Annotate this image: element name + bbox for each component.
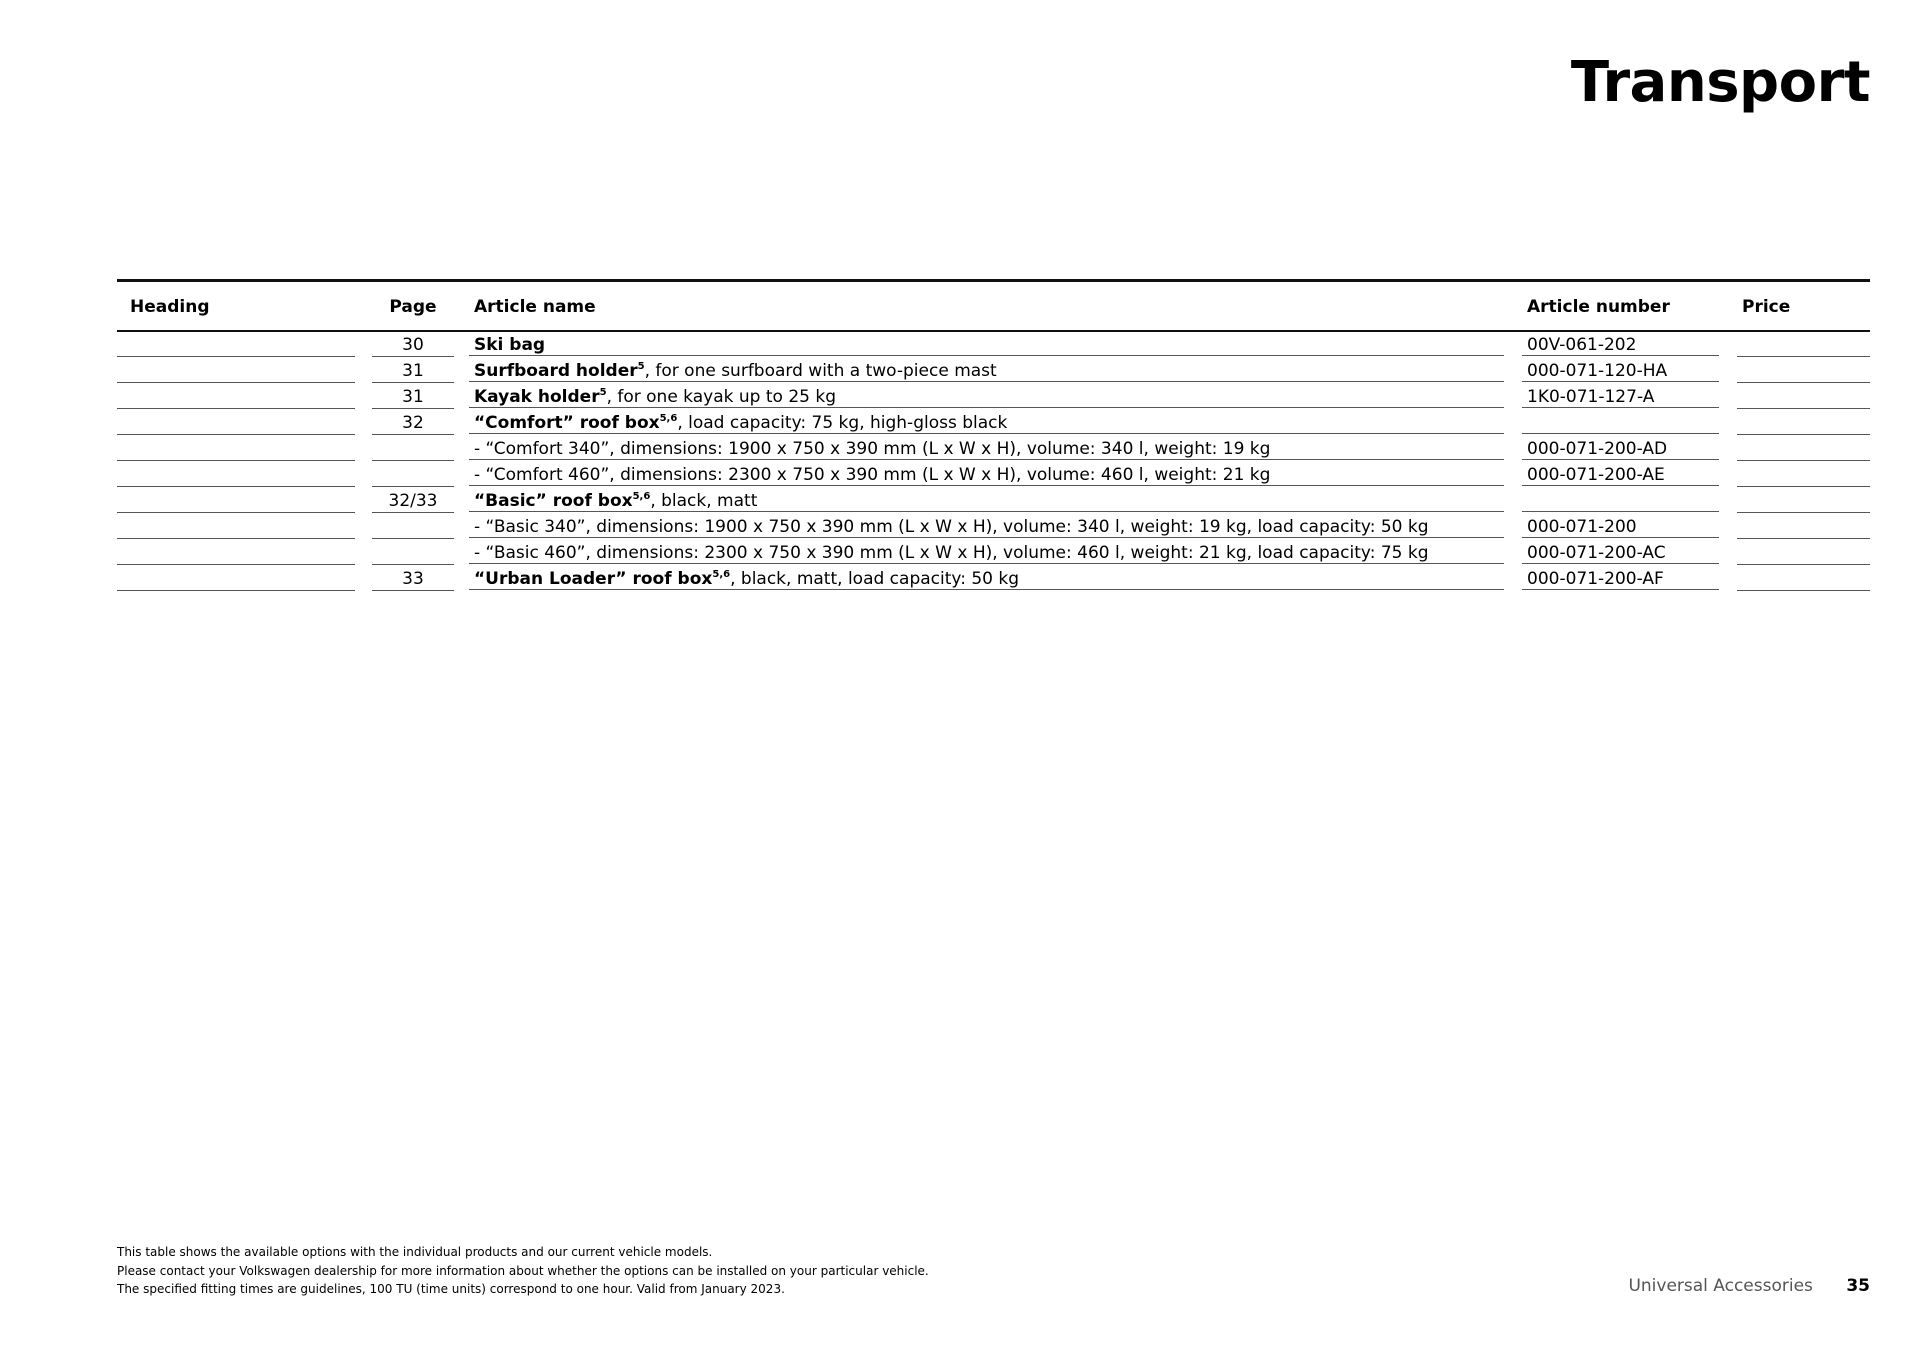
footnote <box>117 1243 929 1299</box>
article-number-cell: 000-071-200-AF <box>1522 566 1719 590</box>
price-cell <box>1737 358 1870 383</box>
page-cell: 30 <box>372 332 454 357</box>
accessories-table <box>117 279 1870 592</box>
footnote-ref: 5 <box>599 387 607 398</box>
article-number-cell: 1K0-071-127-A <box>1522 384 1719 408</box>
table-header <box>117 282 1870 332</box>
price-cell <box>1737 436 1870 461</box>
table-body <box>117 332 1870 592</box>
price-cell <box>1737 540 1870 565</box>
page-cell <box>372 514 454 539</box>
article-name-cell <box>469 488 1504 512</box>
page-title: Transport <box>1570 50 1870 115</box>
table-row <box>117 566 1870 592</box>
article-name-cell <box>469 462 1504 486</box>
table-row <box>117 332 1870 358</box>
section-name: Universal Accessories <box>1628 1276 1813 1296</box>
heading-cell <box>117 410 355 435</box>
table-row <box>117 540 1870 566</box>
page-cell: 32 <box>372 410 454 435</box>
article-name-cell <box>469 332 1504 356</box>
article-number-cell: 000-071-200-AD <box>1522 436 1719 460</box>
header-article-number: Article number <box>1527 297 1670 317</box>
page-cell <box>372 540 454 565</box>
article-name-detail: , for one surfboard with a two-piece mast <box>644 361 997 381</box>
article-name-detail: - “Comfort 460”, dimensions: 2300 x 750 x 390 mm (L x W x H), volume: 460 l, weight: 21 kg <box>474 465 1271 485</box>
article-name-cell <box>469 410 1504 434</box>
footnote-line: This table shows the available options with the individual products and our current vehicle models. <box>117 1245 713 1259</box>
article-name-detail: - “Basic 340”, dimensions: 1900 x 750 x 390 mm (L x W x H), volume: 340 l, weight: 19 kg, load capacity: 50 kg <box>474 517 1429 537</box>
heading-cell <box>117 462 355 487</box>
article-name-bold: “Basic” roof box <box>474 491 633 511</box>
page-cell: 32/33 <box>372 488 454 513</box>
price-cell <box>1737 384 1870 409</box>
heading-cell <box>117 332 355 357</box>
price-cell <box>1737 514 1870 539</box>
page-cell <box>372 436 454 461</box>
article-name-bold: “Urban Loader” roof box <box>474 569 713 589</box>
header-price: Price <box>1742 297 1791 317</box>
price-cell <box>1737 332 1870 357</box>
header-page: Page <box>389 297 437 317</box>
footnote-line: Please contact your Volkswagen dealership for more information about whether the options can be installed on your particular vehicle. <box>117 1263 929 1278</box>
page-cell <box>372 462 454 487</box>
article-name-cell <box>469 514 1504 538</box>
page-cell: 33 <box>372 566 454 591</box>
footnote-ref: 5,6 <box>659 413 678 424</box>
article-name-bold: “Comfort” roof box <box>474 413 660 433</box>
article-name-cell <box>469 436 1504 460</box>
price-cell <box>1737 488 1870 513</box>
table-row <box>117 514 1870 540</box>
article-number-cell: 000-071-200-AC <box>1522 540 1719 564</box>
article-name-bold: Kayak holder <box>474 387 600 407</box>
footnote-ref: 5,6 <box>632 491 651 502</box>
article-name-detail: - “Basic 460”, dimensions: 2300 x 750 x 390 mm (L x W x H), volume: 460 l, weight: 21 kg, load capacity: 75 kg <box>474 543 1429 563</box>
page-number: 35 <box>1846 1276 1870 1296</box>
table-row <box>117 436 1870 462</box>
article-name-cell <box>469 566 1504 590</box>
article-name-detail: , black, matt <box>650 491 758 511</box>
heading-cell <box>117 436 355 461</box>
header-heading: Heading <box>130 297 210 317</box>
price-cell <box>1737 462 1870 487</box>
table-row <box>117 462 1870 488</box>
page-cell: 31 <box>372 358 454 383</box>
heading-cell <box>117 566 355 591</box>
article-name-cell <box>469 384 1504 408</box>
heading-cell <box>117 514 355 539</box>
footnote-ref: 5,6 <box>712 569 731 580</box>
heading-cell <box>117 358 355 383</box>
article-name-detail: , black, matt, load capacity: 50 kg <box>730 569 1020 589</box>
price-cell <box>1737 566 1870 591</box>
page-footer <box>1628 1276 1870 1296</box>
footnote-ref: 5 <box>637 361 645 372</box>
article-name-bold: Ski bag <box>474 335 546 355</box>
article-name-detail: - “Comfort 340”, dimensions: 1900 x 750 x 390 mm (L x W x H), volume: 340 l, weight: 19 kg <box>474 439 1271 459</box>
article-number-cell: 000-071-200-AE <box>1522 462 1719 486</box>
article-name-detail: , for one kayak up to 25 kg <box>606 387 836 407</box>
heading-cell <box>117 384 355 409</box>
article-number-cell <box>1522 488 1719 512</box>
heading-cell <box>117 540 355 565</box>
table-row <box>117 410 1870 436</box>
heading-cell <box>117 488 355 513</box>
article-name-bold: Surfboard holder <box>474 361 638 381</box>
table-row <box>117 488 1870 514</box>
page-cell: 31 <box>372 384 454 409</box>
article-name-detail: , load capacity: 75 kg, high-gloss black <box>677 413 1008 433</box>
article-number-cell: 000-071-200 <box>1522 514 1719 538</box>
article-number-cell <box>1522 410 1719 434</box>
footnote-line: The specified fitting times are guidelines, 100 TU (time units) correspond to one hour. Valid from January 2023. <box>117 1282 785 1296</box>
article-name-cell <box>469 540 1504 564</box>
article-name-cell <box>469 358 1504 382</box>
price-cell <box>1737 410 1870 435</box>
article-number-cell: 000-071-120-HA <box>1522 358 1719 382</box>
article-number-cell: 00V-061-202 <box>1522 332 1719 356</box>
table-row <box>117 358 1870 384</box>
header-article-name: Article name <box>474 297 596 317</box>
table-row <box>117 384 1870 410</box>
